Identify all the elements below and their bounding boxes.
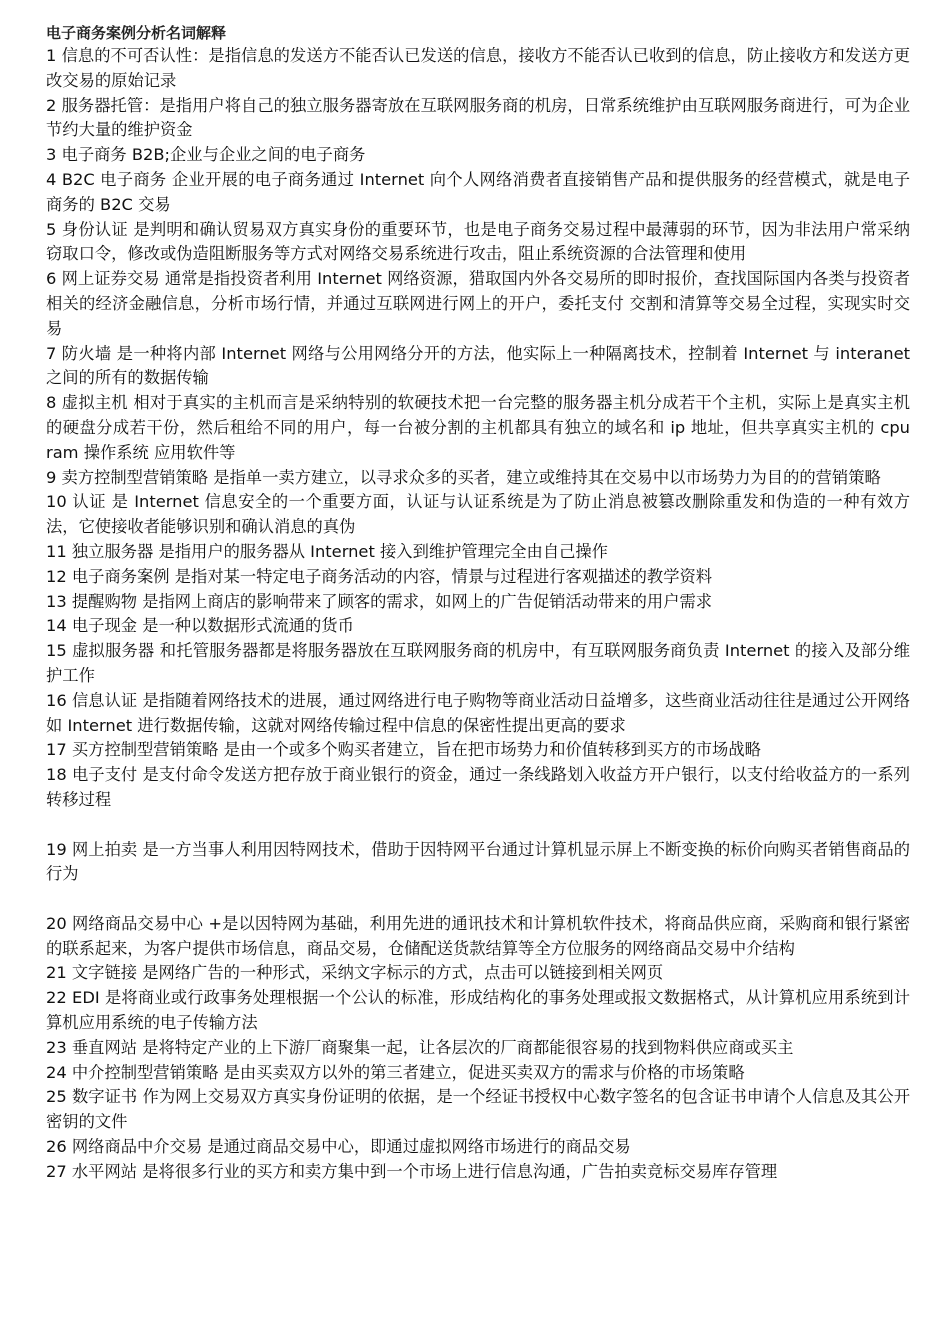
term-entry: 10 认证 是 Internet 信息安全的一个重要方面，认证与认证系统是为了防止消息被篡改删除重发和伪造的一种有效方法，它使接收者能够识别和确认消息的真伪	[46, 492, 910, 537]
term-entry: 13 提醒购物 是指网上商店的影响带来了顾客的需求，如网上的广告促销活动带来的用户需求	[46, 591, 713, 611]
term-entry: 5 身份认证 是判明和确认贸易双方真实身份的重要环节，也是电子商务交易过程中最薄弱的环节，因为非法用户常采纳窃取口令，修改或伪造阻断服务等方式对网络交易系统进行攻击，阻止系统资源的合法管理和使用	[46, 219, 910, 264]
term-entry: 22 EDI 是将商业或行政事务处理根据一个公认的标准，形成结构化的事务处理或报文数据格式，从计算机应用系统到计算机应用系统的电子传输方法	[46, 988, 910, 1033]
term-entry: 7 防火墙 是一种将内部 Internet 网络与公用网络分开的方法，他实际上一种隔离技术，控制着 Internet 与 interanet 之间的所有的数据传输	[46, 343, 910, 388]
term-entry: 3 电子商务 B2B;企业与企业之间的电子商务	[46, 145, 366, 165]
term-entry: 12 电子商务案例 是指对某一特定电子商务活动的内容，情景与过程进行客观描述的教学资料	[46, 566, 713, 586]
term-entry: 20 网络商品交易中心 +是以因特网为基础，利用先进的通讯技术和计算机软件技术，将商品供应商，采购商和银行紧密的联系起来，为客户提供市场信息，商品交易，仓储配送货款结算等全方位服务的网络商品交易中介结构	[46, 913, 910, 958]
term-entry: 1 信息的不可否认性：是指信息的发送方不能否认已发送的信息，接收方不能否认已收到的信息，防止接收方和发送方更改交易的原始记录	[46, 46, 910, 90]
term-entry: 14 电子现金 是一种以数据形式流通的货币	[46, 616, 354, 636]
term-entry: 26 网络商品中介交易 是通过商品交易中心，即通过虚拟网络市场进行的商品交易	[46, 1137, 631, 1157]
term-entry: 11 独立服务器 是指用户的服务器从 Internet 接入到维护管理完全由自己操作	[46, 541, 608, 561]
term-entry: 23 垂直网站 是将特定产业的上下游厂商聚集一起，让各层次的厂商都能很容易的找到物料供应商或买主	[46, 1037, 794, 1057]
term-entry: 8 虚拟主机 相对于真实的主机而言是采纳特别的软硬技术把一台完整的服务器主机分成若干个主机，实际上是真实主机的硬盘分成若干份，然后租给不同的用户，每一台被分割的主机都具有独立的域名和 ip 地址，但共享真实主机的 cpu ram 操作系统 应用软件等	[46, 393, 910, 462]
term-entry: 16 信息认证 是指随着网络技术的进展，通过网络进行电子购物等商业活动日益增多，这些商业活动往往是通过公开网络如 Internet 进行数据传输，这就对网络传输过程中信息的保密性提出更高的要求	[46, 690, 910, 735]
blank-line	[46, 887, 910, 912]
term-entry: 17 买方控制型营销策略 是由一个或多个购买者建立，旨在把市场势力和价值转移到买方的市场战略	[46, 740, 761, 760]
term-entry: 4 B2C 电子商务 企业开展的电子商务通过 Internet 向个人网络消费者直接销售产品和提供服务的经营模式，就是电子商务的 B2C 交易	[46, 169, 910, 214]
term-entry: 24 中介控制型营销策略 是由买卖双方以外的第三者建立，促进买卖双方的需求与价格的市场策略	[46, 1062, 745, 1082]
term-entry: 18 电子支付 是支付命令发送方把存放于商业银行的资金，通过一条线路划入收益方开户银行，以支付给收益方的一系列转移过程	[46, 765, 910, 809]
term-entry: 15 虚拟服务器 和托管服务器都是将服务器放在互联网服务商的机房中，有互联网服务商负责 Internet 的接入及部分维护工作	[46, 641, 910, 685]
term-definition-list	[46, 44, 910, 1185]
blank-line	[46, 813, 910, 838]
term-entry: 19 网上拍卖 是一方当事人利用因特网技术，借助于因特网平台通过计算机显示屏上不断变换的标价向购买者销售商品的行为	[46, 839, 910, 884]
document-title: 电子商务案例分析名词解释	[46, 24, 227, 42]
term-entry: 21 文字链接 是网络广告的一种形式，采纳文字标示的方式，点击可以链接到相关网页	[46, 963, 664, 983]
term-entry: 27 水平网站 是将很多行业的买方和卖方集中到一个市场上进行信息沟通，广告拍卖竞标交易库存管理	[46, 1161, 778, 1181]
term-entry: 2 服务器托管：是指用户将自己的独立服务器寄放在互联网服务商的机房，日常系统维护由互联网服务商进行，可为企业节约大量的维护资金	[46, 95, 910, 140]
term-entry: 9 卖方控制型营销策略 是指单一卖方建立，以寻求众多的买者，建立或维持其在交易中以市场势力为目的的营销策略	[46, 467, 881, 487]
term-entry: 6 网上证券交易 通常是指投资者利用 Internet 网络资源，猎取国内外各交易所的即时报价，查找国际国内各类与投资者相关的经济金融信息，分析市场行情，并通过互联网进行网上的开户，委托支付 交割和清算等交易全过程，实现实时交易	[46, 269, 910, 338]
term-entry: 25 数字证书 作为网上交易双方真实身份证明的依据，是一个经证书授权中心数字签名的包含证书申请个人信息及其公开密钥的文件	[46, 1087, 910, 1132]
